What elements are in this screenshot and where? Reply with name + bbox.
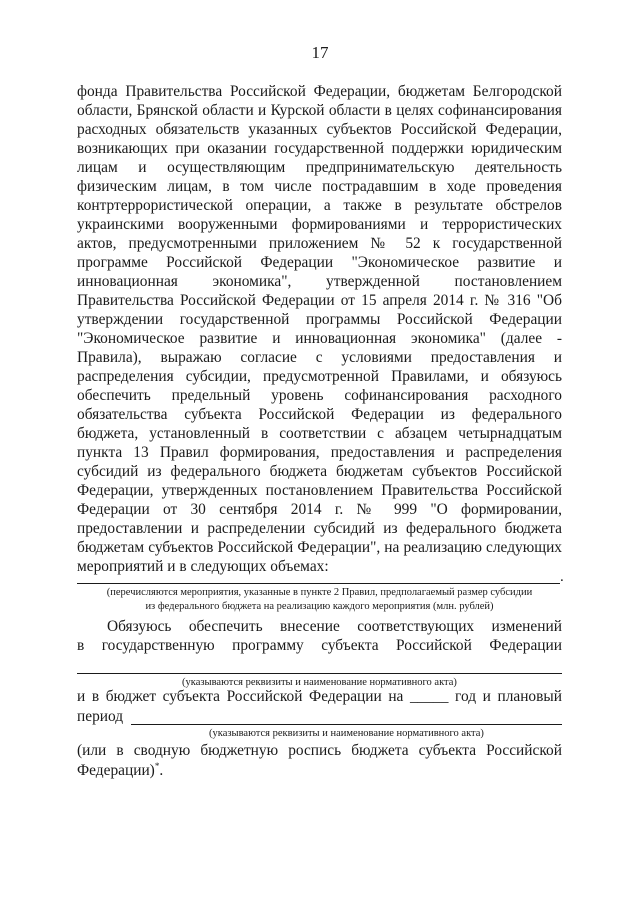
measures-caption: [77, 586, 562, 614]
obligation-word: Обязуюсь: [107, 618, 172, 635]
obligation-word: Федерации: [489, 637, 562, 654]
normative-act-blank-line[interactable]: [77, 673, 562, 674]
closing-word: субъекта: [418, 742, 477, 759]
closing-word: сводную: [133, 742, 191, 759]
budget-word: на: [388, 688, 404, 705]
obligation-word: государственную: [101, 637, 215, 654]
closing-word: бюджета: [351, 742, 409, 759]
measures-blank-line[interactable]: [77, 583, 560, 584]
obligation-word: программу: [232, 637, 304, 654]
obligation-word: Российской: [396, 637, 472, 654]
obligation-word: в: [77, 637, 85, 654]
year-blank[interactable]: _____: [409, 688, 449, 705]
obligation-line-1: [107, 617, 562, 636]
budget-word: бюджет: [105, 688, 157, 705]
closing-word: роспись: [288, 742, 342, 759]
closing-word: Российской: [486, 742, 562, 759]
period-blank-line[interactable]: [131, 724, 562, 725]
page-number: 17: [311, 43, 329, 62]
budget-word: плановый: [497, 688, 562, 705]
obligation-word: субъекта: [321, 637, 379, 654]
measures-caption-line1: (перечисляются мероприятия, указанные в пункте 2 Правил, предполагаемый размер субсидии: [106, 587, 533, 598]
budget-word: субъекта: [162, 688, 221, 705]
budget-word: и: [482, 688, 491, 705]
closing-line-2-text: Федерации): [77, 762, 155, 779]
budget-word: в: [91, 688, 100, 705]
period-label: период: [77, 708, 124, 725]
closing-line-1: [77, 741, 562, 760]
closing-word: в: [116, 742, 124, 759]
budget-word: и: [77, 688, 86, 705]
period-caption: (указываются реквизиты и наименование нормативного акта): [209, 728, 484, 739]
obligation-word: обеспечить: [188, 618, 263, 635]
measures-blank-end-mark: .: [560, 569, 564, 585]
obligation-word: соответствующих: [357, 618, 475, 635]
obligation-word: внесение: [279, 618, 340, 635]
budget-word: Российской: [226, 688, 303, 705]
budget-word: год: [455, 688, 477, 705]
obligation-line-2: [77, 636, 562, 655]
closing-line-2-end: .: [159, 762, 164, 779]
obligation-word: изменений: [491, 618, 562, 635]
footnote-mark[interactable]: *: [154, 760, 160, 771]
closing-word: (или: [77, 742, 107, 759]
budget-line-1: [77, 687, 562, 706]
budget-word: Федерации: [309, 688, 382, 705]
closing-word: бюджетную: [200, 742, 279, 759]
normative-act-caption: (указываются реквизиты и наименование нормативного акта): [182, 677, 457, 688]
measures-caption-line2: из федерального бюджета на реализацию каждого мероприятия (млн. рублей): [145, 601, 494, 612]
closing-line-2: [77, 761, 163, 780]
main-paragraph: фонда Правительства Российской Федерации, бюджетам Белгородской области, Брянской области и Курской области в целях софинансирования расходных обязательств указанных субъектов Российской Федерации, возникающих при оказании государственной поддержки юридическим лицам и осуществляющим предпринимательскую деятельность физическим лицам, в том числе пострадавшим в ходе проведения контртеррористической операции, а также в результате обстрелов украинскими вооруженными формированиями и террористических актов, предусмотренными приложением № 52 к государственной программе Российской Федерации "Экономическое развитие и инновационная экономика", утвержденной постановлением Правительства Российской Федерации от 15 апреля 2014 г. № 316 "Об утверждении государственной программы Российской Федерации "Экономическое развитие и инновационная экономика" (далее - Правила), выражаю согласие с условиями предоставления и распределения субсидии, предусмотренной Правилами, и обязуюсь обеспечить предельный уровень софинансирования расходного обязательства субъекта Российской Федерации из федерального бюджета, установленный в соответствии с абзацем четырнадцатым пункта 13 Правил формирования, предоставления и распределения субсидий из федерального бюджета бюджетам субъектов Российской Федерации, утвержденных постановлением Правительства Российской Федерации от 30 сентября 2014 г. № 999 "О формировании, предоставлении и распределении субсидий из федерального бюджета бюджетам субъектов Российской Федерации", на реализацию следующих мероприятий и в следующих объемах:: [77, 83, 562, 575]
